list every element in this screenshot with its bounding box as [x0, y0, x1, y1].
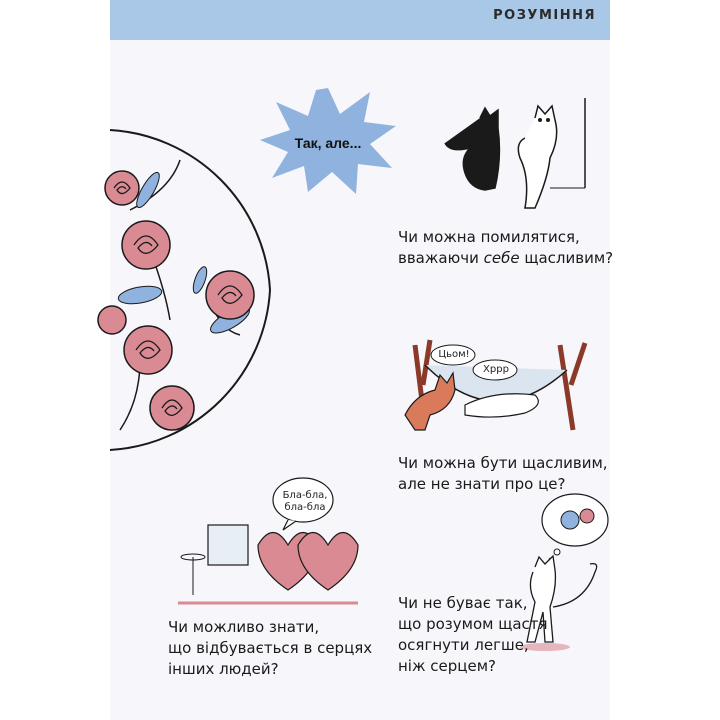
rose: [98, 306, 126, 334]
kiss-text: Цьом!: [438, 349, 470, 360]
rose: [206, 271, 254, 319]
rose: [105, 171, 139, 205]
hammock-illustration: [395, 335, 595, 445]
burst-text: Так, але...: [294, 135, 362, 151]
cats-illustration-top: [440, 98, 590, 218]
white-cat: [518, 106, 556, 208]
roses-illustration: [110, 120, 310, 460]
section-title: РОЗУМІННЯ: [493, 8, 596, 23]
tree-right: [560, 343, 585, 430]
question-2: Чи можна бути щасливим, але не знати про це?: [398, 454, 608, 493]
heart-character: [298, 533, 358, 591]
rose: [150, 386, 194, 430]
leaf: [117, 283, 163, 306]
question-4: Чи не буває так, що розумом щастя осягнути легше, ніж серцем?: [398, 594, 548, 675]
newspaper: [208, 525, 248, 565]
virus-icon: [561, 511, 579, 529]
orange-cat: [405, 373, 455, 430]
rose: [122, 221, 170, 269]
virus-icon: [580, 509, 594, 523]
snore-text: Хррр: [483, 364, 509, 375]
cafe-illustration: [178, 475, 368, 610]
blah-text: Бла-бла, бла-бла: [282, 490, 328, 513]
question-1: Чи можна помилятися, вважаючи себе щасливим?: [398, 228, 614, 267]
rose: [124, 326, 172, 374]
black-cat: [445, 108, 499, 190]
question-3: Чи можливо знати, що відбувається в серцях інших людей?: [168, 618, 373, 678]
